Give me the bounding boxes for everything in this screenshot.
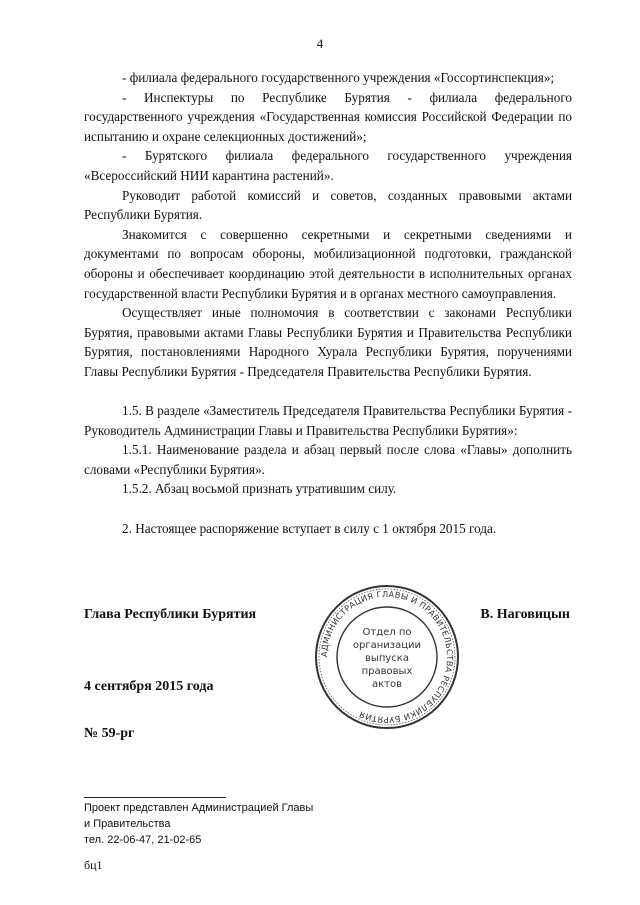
footnote-divider (84, 797, 226, 798)
paragraph: - филиала федерального государственного учреждения «Госсортинспекция»; (122, 70, 555, 85)
document-body (84, 68, 572, 538)
footnote-line: тел. 22-06-47, 21-02-65 (84, 834, 202, 846)
paragraph: - Инспектуры по Республике Бурятия - филиала федерального государственного учреждения «Государственная комиссия Российской Федерации по испытанию и охране селекционных достижений»; (84, 89, 572, 144)
footnote-line: и Правительства (84, 818, 171, 830)
page-number: 4 (316, 36, 324, 51)
signature-title: Глава Республики Бурятия (84, 607, 257, 622)
stamp-line: актов (371, 679, 403, 690)
paragraph: Осуществляет иные полномочия в соответствии с законами Республики Бурятия, правовыми актами Главы Республики Бурятия и Правительства Республики Бурятия, постановлениями Народного Хурала Республики Бурятия, поручениями Главы Республики Бурятия - Председателя Правительства Республики Бурятия. (84, 305, 572, 379)
footnote (84, 800, 313, 848)
document-code: бц1 (84, 858, 103, 872)
document-number: № 59-рг (84, 726, 135, 741)
official-stamp (312, 582, 462, 732)
stamp-line: правовых (361, 666, 413, 677)
stamp-line: выпуска (365, 653, 409, 664)
stamp-line: организации (352, 640, 422, 651)
stamp-line: Отдел по (362, 627, 412, 638)
paragraph: 2. Настоящее распоряжение вступает в силу с 1 октября 2015 года. (122, 520, 497, 536)
paragraph: 1.5. В разделе «Заместитель Председателя Правительства Республики Бурятия - Руководитель Администрации Главы и Правительства Республики Бурятия»: (84, 403, 572, 438)
signature-name: В. Наговицын (480, 607, 570, 622)
stamp-ring-text: АДМИНИСТРАЦИЯ ГЛАВЫ И ПРАВИТЕЛЬСТВА РЕСПУБЛИКИ БУРЯТИЯ (318, 588, 456, 726)
paragraph: Руководит работой комиссий и советов, созданных правовыми актами Республики Бурятия. (84, 187, 572, 223)
document-date: 4 сентября 2015 года (84, 679, 214, 694)
paragraph: - Бурятского филиала федерального государственного учреждения «Всероссийский НИИ карантина растений». (84, 148, 572, 183)
footnote-line: Проект представлен Администрацией Главы (84, 802, 314, 814)
paragraph: 1.5.1. Наименование раздела и абзац первый после слова «Главы» дополнить словами «Республики Бурятия». (84, 442, 572, 477)
paragraph: Знакомится с совершенно секретными и секретными сведениями и документами по вопросам обороны, мобилизационной подготовки, гражданской обороны и обеспечивает координацию этой деятельности в исполнительных органах государственной власти Республики Бурятия и в органах местного самоуправления. (84, 226, 572, 301)
paragraph: 1.5.2. Абзац восьмой признать утратившим силу. (122, 481, 397, 497)
